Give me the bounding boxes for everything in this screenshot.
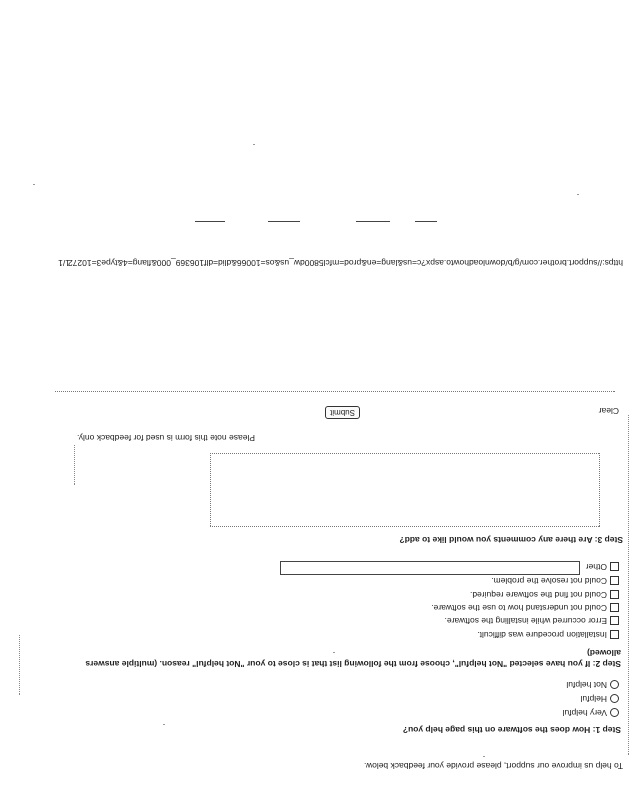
scan-speck [333, 652, 335, 653]
option-label: Not helpful [566, 680, 607, 690]
option-label: Could not find the software required. [469, 590, 607, 600]
option-label: Error occurred while installing the software. [444, 616, 607, 626]
option-label: Could not understand how to use the software. [431, 603, 607, 613]
checkbox-option[interactable] [610, 576, 619, 585]
step3-question: Step 3: Are there any comments you would like to add? [399, 535, 623, 545]
scan-mark [268, 221, 300, 222]
feedback-note: Please note this form is used for feedback only. [77, 433, 255, 443]
scan-speck [163, 724, 165, 725]
radio-very-helpful[interactable] [610, 708, 619, 717]
checkbox-option[interactable] [610, 616, 619, 625]
option-label: Installation procedure was difficult. [477, 630, 607, 640]
scan-edge [628, 415, 629, 755]
scan-speck [253, 144, 255, 145]
checkbox-option[interactable] [610, 603, 619, 612]
radio-not-helpful[interactable] [610, 680, 619, 689]
submit-button[interactable]: Submit [325, 406, 360, 419]
scan-mark [74, 445, 75, 485]
checkbox-option[interactable] [610, 590, 619, 599]
step1-question: Step 1: How does the software on this page help you? [402, 725, 621, 735]
form-top-border [55, 391, 615, 392]
checkbox-option[interactable] [610, 630, 619, 639]
other-text-input[interactable] [280, 561, 580, 575]
scan-mark [195, 221, 225, 222]
step2-question-line1: Step 2: If you have selected "Not helpful", choose from the following list that is close to your "Not helpful" reason. (multiple answers [85, 659, 621, 669]
clear-link[interactable]: Clear [598, 406, 619, 416]
option-label: Very helpful [562, 708, 607, 718]
footer-url: https://support.brother.com/g/b/downloadhowto.aspx?c=us&lang=en&prod=mfcl5800dw_us&os=10066&dlid=dlf106369_000&flang=4&type3=10272 [67, 258, 623, 268]
scan-mark [356, 221, 390, 222]
checkbox-other[interactable] [610, 562, 619, 571]
scan-speck [33, 184, 35, 185]
scan-speck [577, 194, 579, 195]
radio-helpful[interactable] [610, 694, 619, 703]
intro-text: To help us improve our support, please provide your feedback below. [364, 761, 623, 771]
comments-textarea[interactable] [210, 453, 600, 527]
option-label: Other [585, 562, 607, 572]
option-label: Helpful [580, 694, 607, 704]
scan-speck [483, 756, 485, 757]
page-number: 1/1 [58, 258, 70, 268]
option-label: Could not resolve the problem. [491, 576, 607, 586]
step2-question-line2: allowed) [586, 648, 621, 658]
scan-edge [19, 635, 20, 695]
scan-mark [415, 221, 437, 222]
